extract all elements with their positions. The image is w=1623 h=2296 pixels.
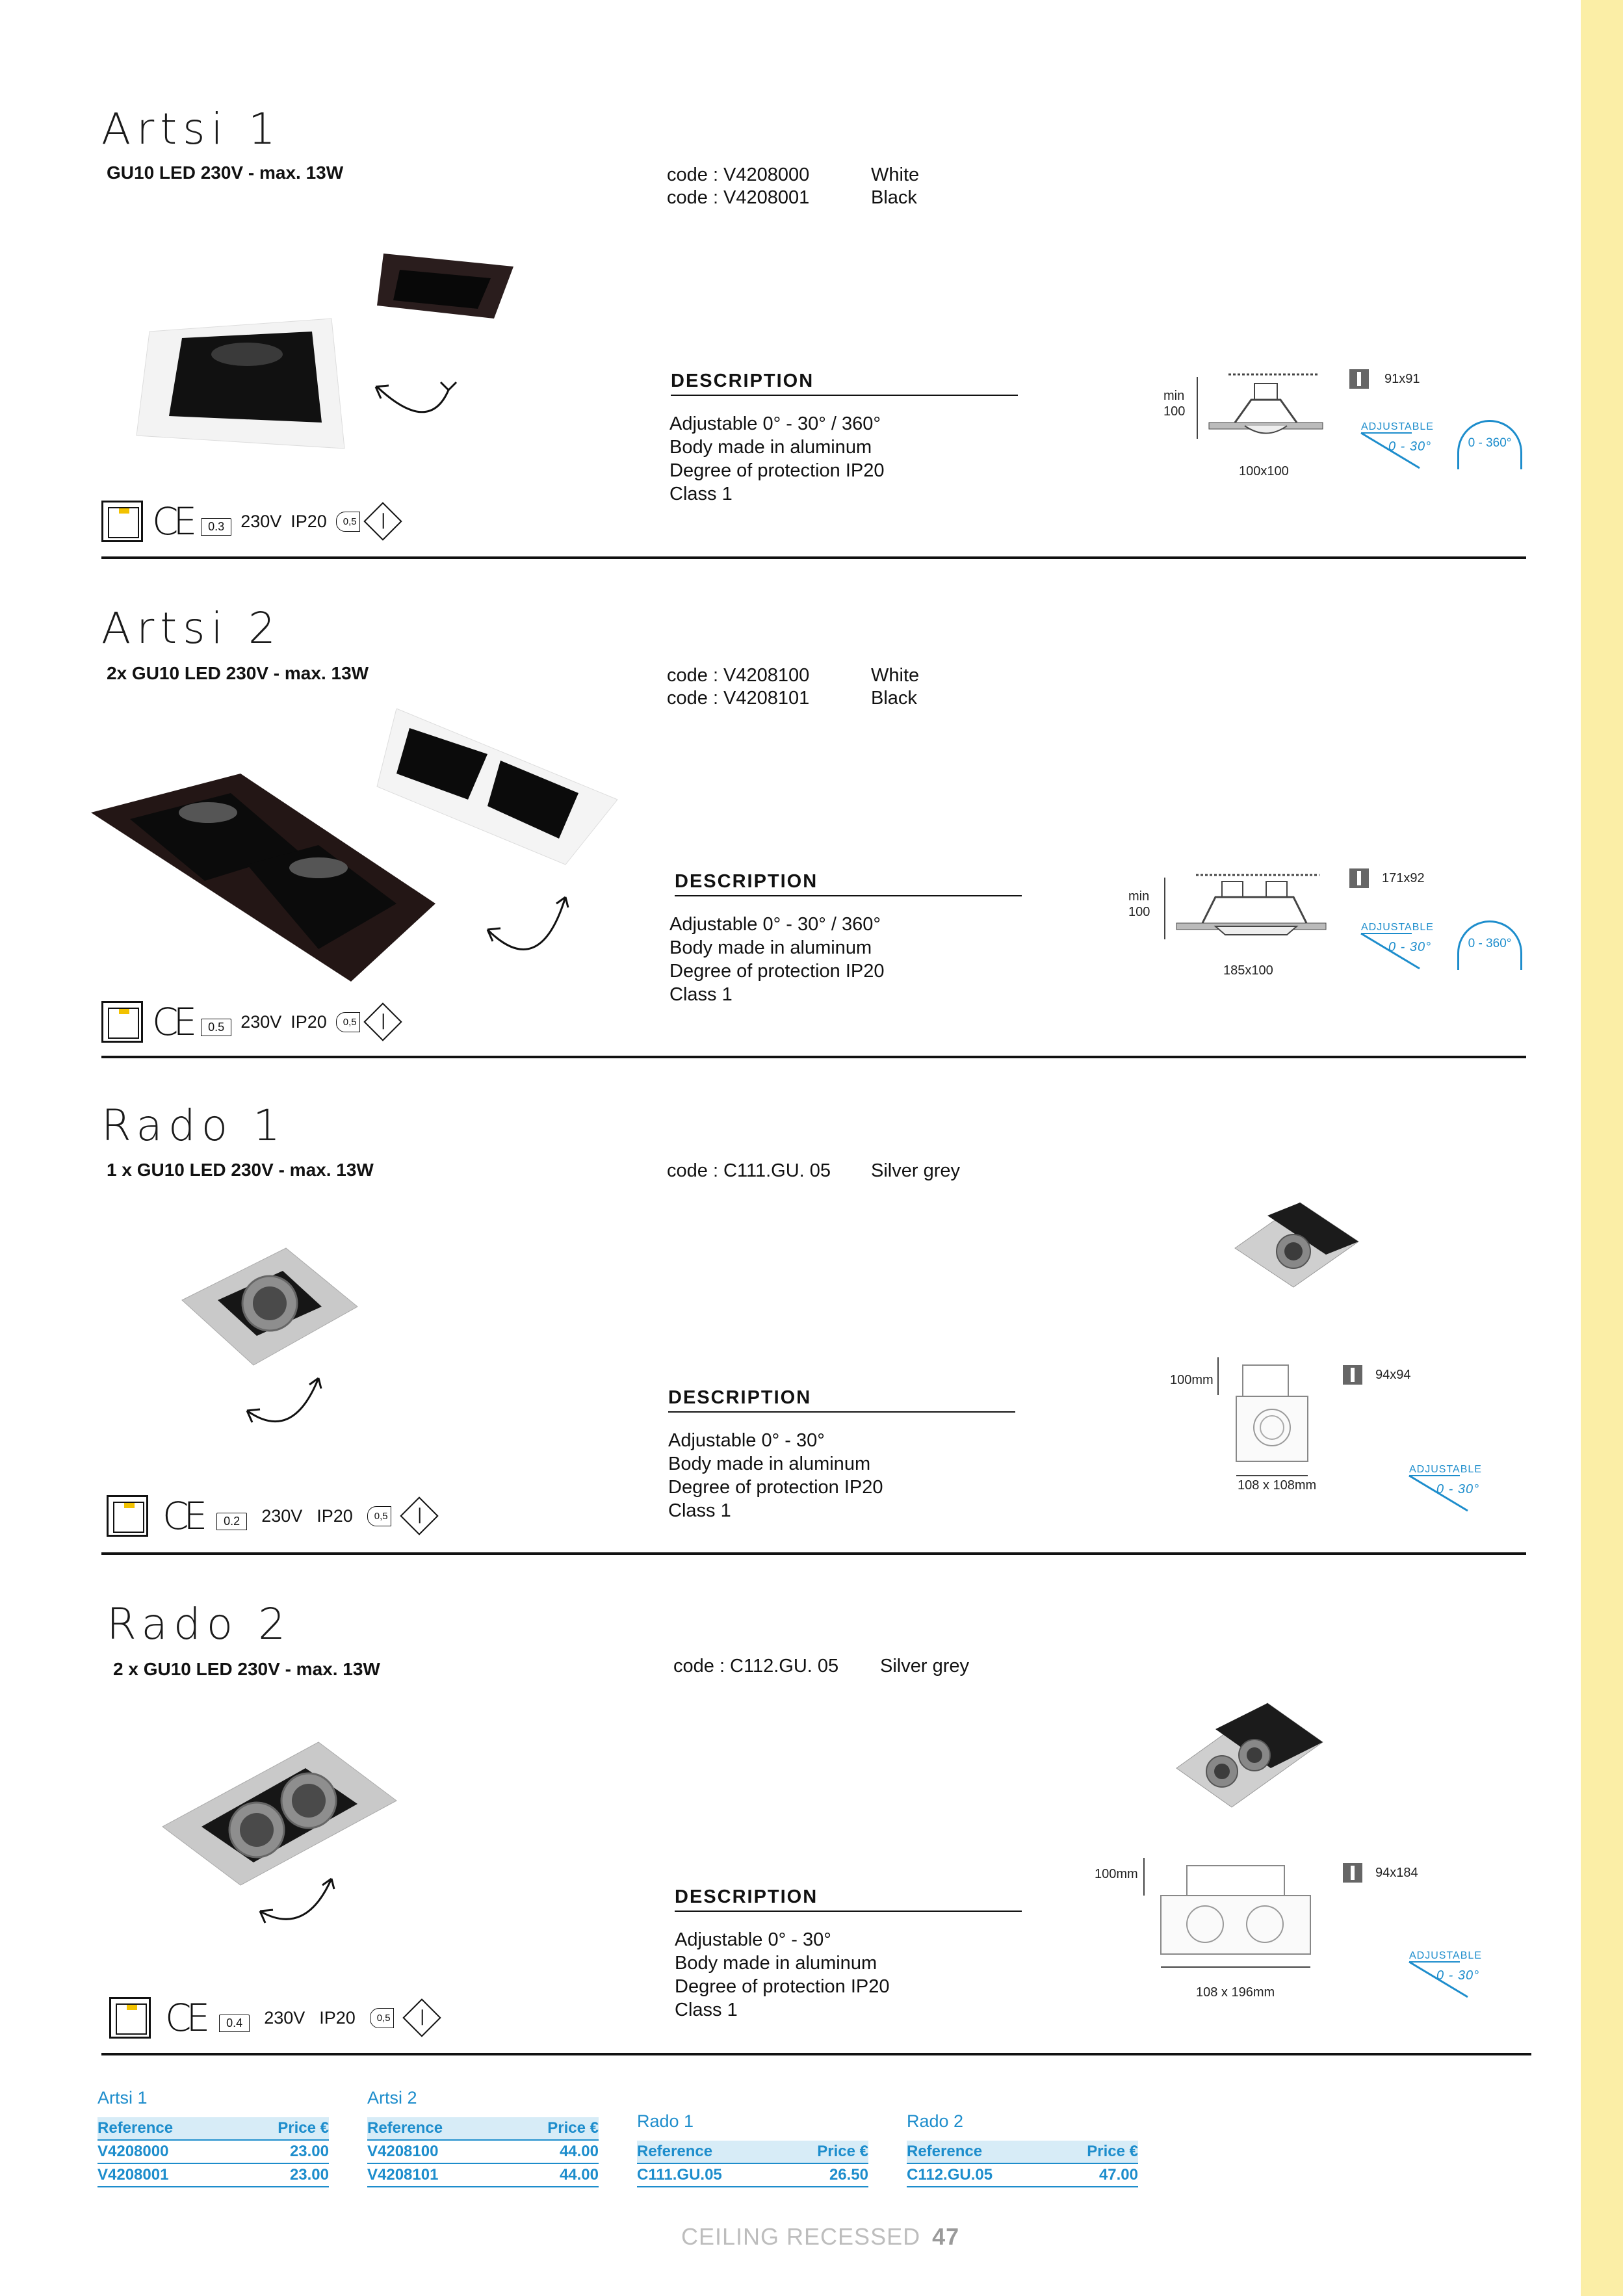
table-row (367, 2163, 599, 2187)
reference-cell: V4208001 (97, 2163, 235, 2187)
product-photo (71, 709, 630, 982)
tilt-arrow-icon (1360, 932, 1425, 971)
description-heading: DESCRIPTION (668, 1387, 1015, 1413)
rotation-badge: 0 - 360° (1457, 420, 1522, 469)
certification-row (101, 1001, 396, 1043)
tilt-range: 0 - 30° (1436, 1482, 1480, 1496)
description-line: Adjustable 0° - 30° / 360° (669, 914, 881, 935)
class-box-icon (109, 1997, 151, 2039)
product-colors (871, 664, 919, 710)
price-header: Price € (1052, 2141, 1138, 2163)
page-footer (681, 2223, 959, 2250)
description-line: Adjustable 0° - 30° (675, 1929, 831, 1950)
description-line: Degree of protection IP20 (675, 1976, 890, 1997)
voltage-label: 230V (240, 1011, 282, 1032)
tilt-range: 0 - 30° (1388, 940, 1432, 954)
weight-badge: 0.5 (201, 1019, 231, 1036)
certification-row (101, 501, 396, 542)
reference-cell: V4208000 (97, 2140, 235, 2163)
cutout-dimension: 100x100 (1239, 464, 1289, 478)
cutout-dimension: 108 x 196mm (1196, 1985, 1275, 2000)
description-line: Adjustable 0° - 30° / 360° (669, 413, 881, 434)
hole-dimension: 171x92 (1382, 871, 1425, 885)
ip-label: IP20 (317, 1506, 353, 1526)
product-codes (673, 1655, 838, 1678)
product-title: Artsi 2 (101, 603, 281, 653)
description-heading: DESCRIPTION (675, 1886, 1022, 1912)
mounting-diagram (1157, 865, 1339, 949)
mounting-diagram (1189, 364, 1339, 449)
ce-mark-icon: CE (162, 1494, 203, 1538)
product-title: Rado 1 (101, 1101, 287, 1151)
description-heading: DESCRIPTION (675, 871, 1022, 896)
product-title: Rado 2 (107, 1599, 292, 1649)
price-table-caption: Artsi 2 (367, 2088, 417, 2107)
description-list (668, 1429, 883, 1522)
price-table-caption: Rado 2 (907, 2111, 964, 2131)
hole-icon (1349, 868, 1369, 888)
description-line: Body made in aluminum (669, 437, 872, 458)
ce-mark-icon: CE (165, 1996, 205, 2040)
insulation-diamond-icon (363, 502, 402, 540)
product-colors (871, 1160, 960, 1182)
tilt-arrow-icon (1408, 1961, 1473, 2000)
product-thumbnail (1170, 1690, 1326, 1814)
min-label: min (1128, 889, 1150, 904)
code-line: code : V4208100 (667, 665, 810, 686)
price-table-rado-2 (907, 2111, 1138, 2187)
description-line: Degree of protection IP20 (668, 1477, 883, 1498)
distance-icon: 0,5 (370, 2008, 394, 2028)
cutout-dimension: 185x100 (1223, 963, 1273, 978)
price-cell: 23.00 (235, 2140, 329, 2163)
table-row (97, 2163, 329, 2187)
color-line: Silver grey (880, 1656, 969, 1676)
color-line: White (871, 164, 920, 185)
price-header: Price € (781, 2141, 868, 2163)
reference-cell: C112.GU.05 (907, 2163, 1052, 2187)
hole-dimension: 91x91 (1384, 372, 1420, 386)
voltage-label: 230V (264, 2007, 305, 2028)
reference-header: Reference (907, 2141, 1052, 2163)
certification-row (107, 1495, 433, 1537)
color-line: Silver grey (871, 1160, 960, 1181)
price-cell: 47.00 (1052, 2163, 1138, 2187)
tilt-arrow-icon (1360, 432, 1425, 471)
description-line: Body made in aluminum (675, 1953, 877, 1974)
table-row (637, 2163, 868, 2187)
footer-section: CEILING RECESSED (681, 2223, 921, 2250)
min-label: min (1163, 389, 1185, 403)
ce-mark-icon: CE (152, 1000, 192, 1044)
price-table-artsi-2 (367, 2088, 599, 2187)
product-colors (880, 1655, 969, 1678)
price-cell: 26.50 (781, 2163, 868, 2187)
table-row (907, 2163, 1138, 2187)
weight-badge: 0.4 (219, 2015, 250, 2032)
product-thumbnail (1228, 1196, 1365, 1294)
description-line: Class 1 (669, 484, 733, 504)
description-line: Body made in aluminum (669, 937, 872, 958)
table-row (367, 2140, 599, 2163)
product-codes (667, 1160, 831, 1182)
table-row (97, 2140, 329, 2163)
code-line: code : C112.GU. 05 (673, 1656, 839, 1676)
code-line: code : C111.GU. 05 (667, 1160, 831, 1181)
product-subtitle: GU10 LED 230V - max. 13W (107, 163, 344, 183)
product-subtitle: 2x GU10 LED 230V - max. 13W (107, 663, 369, 683)
product-subtitle: 2 x GU10 LED 230V - max. 13W (113, 1659, 380, 1679)
description-heading: DESCRIPTION (671, 371, 1018, 396)
reference-cell: C111.GU.05 (637, 2163, 781, 2187)
side-stripe (1581, 0, 1623, 2296)
class-box-icon (101, 501, 143, 542)
voltage-label: 230V (261, 1506, 303, 1526)
min-value: 100 (1128, 905, 1150, 919)
tilt-arrow-icon (1408, 1474, 1473, 1513)
product-photo (149, 1716, 409, 1937)
description-line: Body made in aluminum (668, 1454, 871, 1474)
certification-row (109, 1997, 435, 2039)
cutout-dimension: 108 x 108mm (1238, 1478, 1317, 1493)
dimension-diagram (1141, 1857, 1323, 1974)
weight-badge: 0.2 (216, 1513, 247, 1530)
hole-icon (1343, 1365, 1362, 1385)
product-photo (169, 1235, 377, 1430)
code-line: code : V4208000 (667, 164, 810, 185)
ip-label: IP20 (319, 2007, 356, 2028)
price-table-caption: Artsi 1 (97, 2088, 148, 2107)
product-codes (667, 664, 809, 710)
description-line: Class 1 (675, 2000, 738, 2020)
description-list (675, 1928, 889, 2022)
adjustable-label: ADJUSTABLE (1409, 1464, 1482, 1475)
description-line: Adjustable 0° - 30° (668, 1430, 825, 1451)
price-cell: 44.00 (505, 2163, 599, 2187)
reference-header: Reference (637, 2141, 781, 2163)
adjustable-label: ADJUSTABLE (1409, 1950, 1482, 1961)
reference-header: Reference (97, 2117, 235, 2140)
section-divider (101, 1056, 1526, 1058)
voltage-label: 230V (240, 511, 282, 531)
page-number: 47 (932, 2223, 960, 2250)
ip-label: IP20 (291, 511, 327, 531)
hole-icon (1349, 369, 1369, 389)
weight-badge: 0.3 (201, 518, 231, 536)
description-line: Class 1 (668, 1500, 731, 1521)
color-line: White (871, 665, 920, 686)
description-line: Class 1 (669, 984, 733, 1005)
rotation-badge: 0 - 360° (1457, 920, 1522, 970)
dimension-diagram (1217, 1356, 1314, 1486)
class-box-icon (107, 1495, 148, 1537)
product-codes (667, 164, 809, 209)
price-header: Price € (505, 2117, 599, 2140)
hole-icon (1343, 1863, 1362, 1883)
reference-header: Reference (367, 2117, 505, 2140)
code-line: code : V4208001 (667, 187, 810, 208)
price-cell: 44.00 (505, 2140, 599, 2163)
hole-dimension: 94x94 (1375, 1368, 1411, 1382)
section-divider (101, 1552, 1526, 1555)
distance-icon: 0,5 (367, 1506, 391, 1526)
adjustable-label: ADJUSTABLE (1361, 421, 1434, 432)
class-box-icon (101, 1001, 143, 1043)
insulation-diamond-icon (402, 1998, 441, 2037)
tilt-range: 0 - 30° (1436, 1968, 1480, 1983)
price-cell: 23.00 (235, 2163, 329, 2187)
ce-mark-icon: CE (152, 499, 192, 543)
section-divider (101, 556, 1526, 559)
distance-icon: 0,5 (336, 512, 360, 532)
ip-label: IP20 (291, 1011, 327, 1032)
description-line: Degree of protection IP20 (669, 460, 885, 481)
depth-label: 100mm (1170, 1373, 1214, 1387)
distance-icon: 0,5 (336, 1012, 360, 1032)
code-line: code : V4208101 (667, 688, 810, 709)
color-line: Black (871, 187, 917, 208)
price-table-rado-1 (637, 2111, 868, 2187)
reference-cell: V4208100 (367, 2140, 505, 2163)
min-value: 100 (1163, 404, 1186, 419)
adjustable-label: ADJUSTABLE (1361, 922, 1434, 933)
price-table-artsi-1 (97, 2088, 329, 2187)
depth-label: 100mm (1095, 1867, 1138, 1881)
description-list (669, 412, 884, 506)
hole-dimension: 94x184 (1375, 1866, 1418, 1880)
product-colors (871, 164, 919, 209)
price-header: Price € (235, 2117, 329, 2140)
reference-cell: V4208101 (367, 2163, 505, 2187)
product-subtitle: 1 x GU10 LED 230V - max. 13W (107, 1160, 374, 1180)
description-list (669, 913, 884, 1006)
product-photo (123, 241, 526, 455)
description-line: Degree of protection IP20 (669, 961, 885, 982)
price-table-caption: Rado 1 (637, 2111, 694, 2131)
product-title: Artsi 1 (101, 104, 281, 154)
insulation-diamond-icon (400, 1496, 438, 1535)
insulation-diamond-icon (363, 1002, 402, 1041)
section-divider (101, 2053, 1531, 2055)
tilt-range: 0 - 30° (1388, 439, 1432, 454)
color-line: Black (871, 688, 917, 709)
